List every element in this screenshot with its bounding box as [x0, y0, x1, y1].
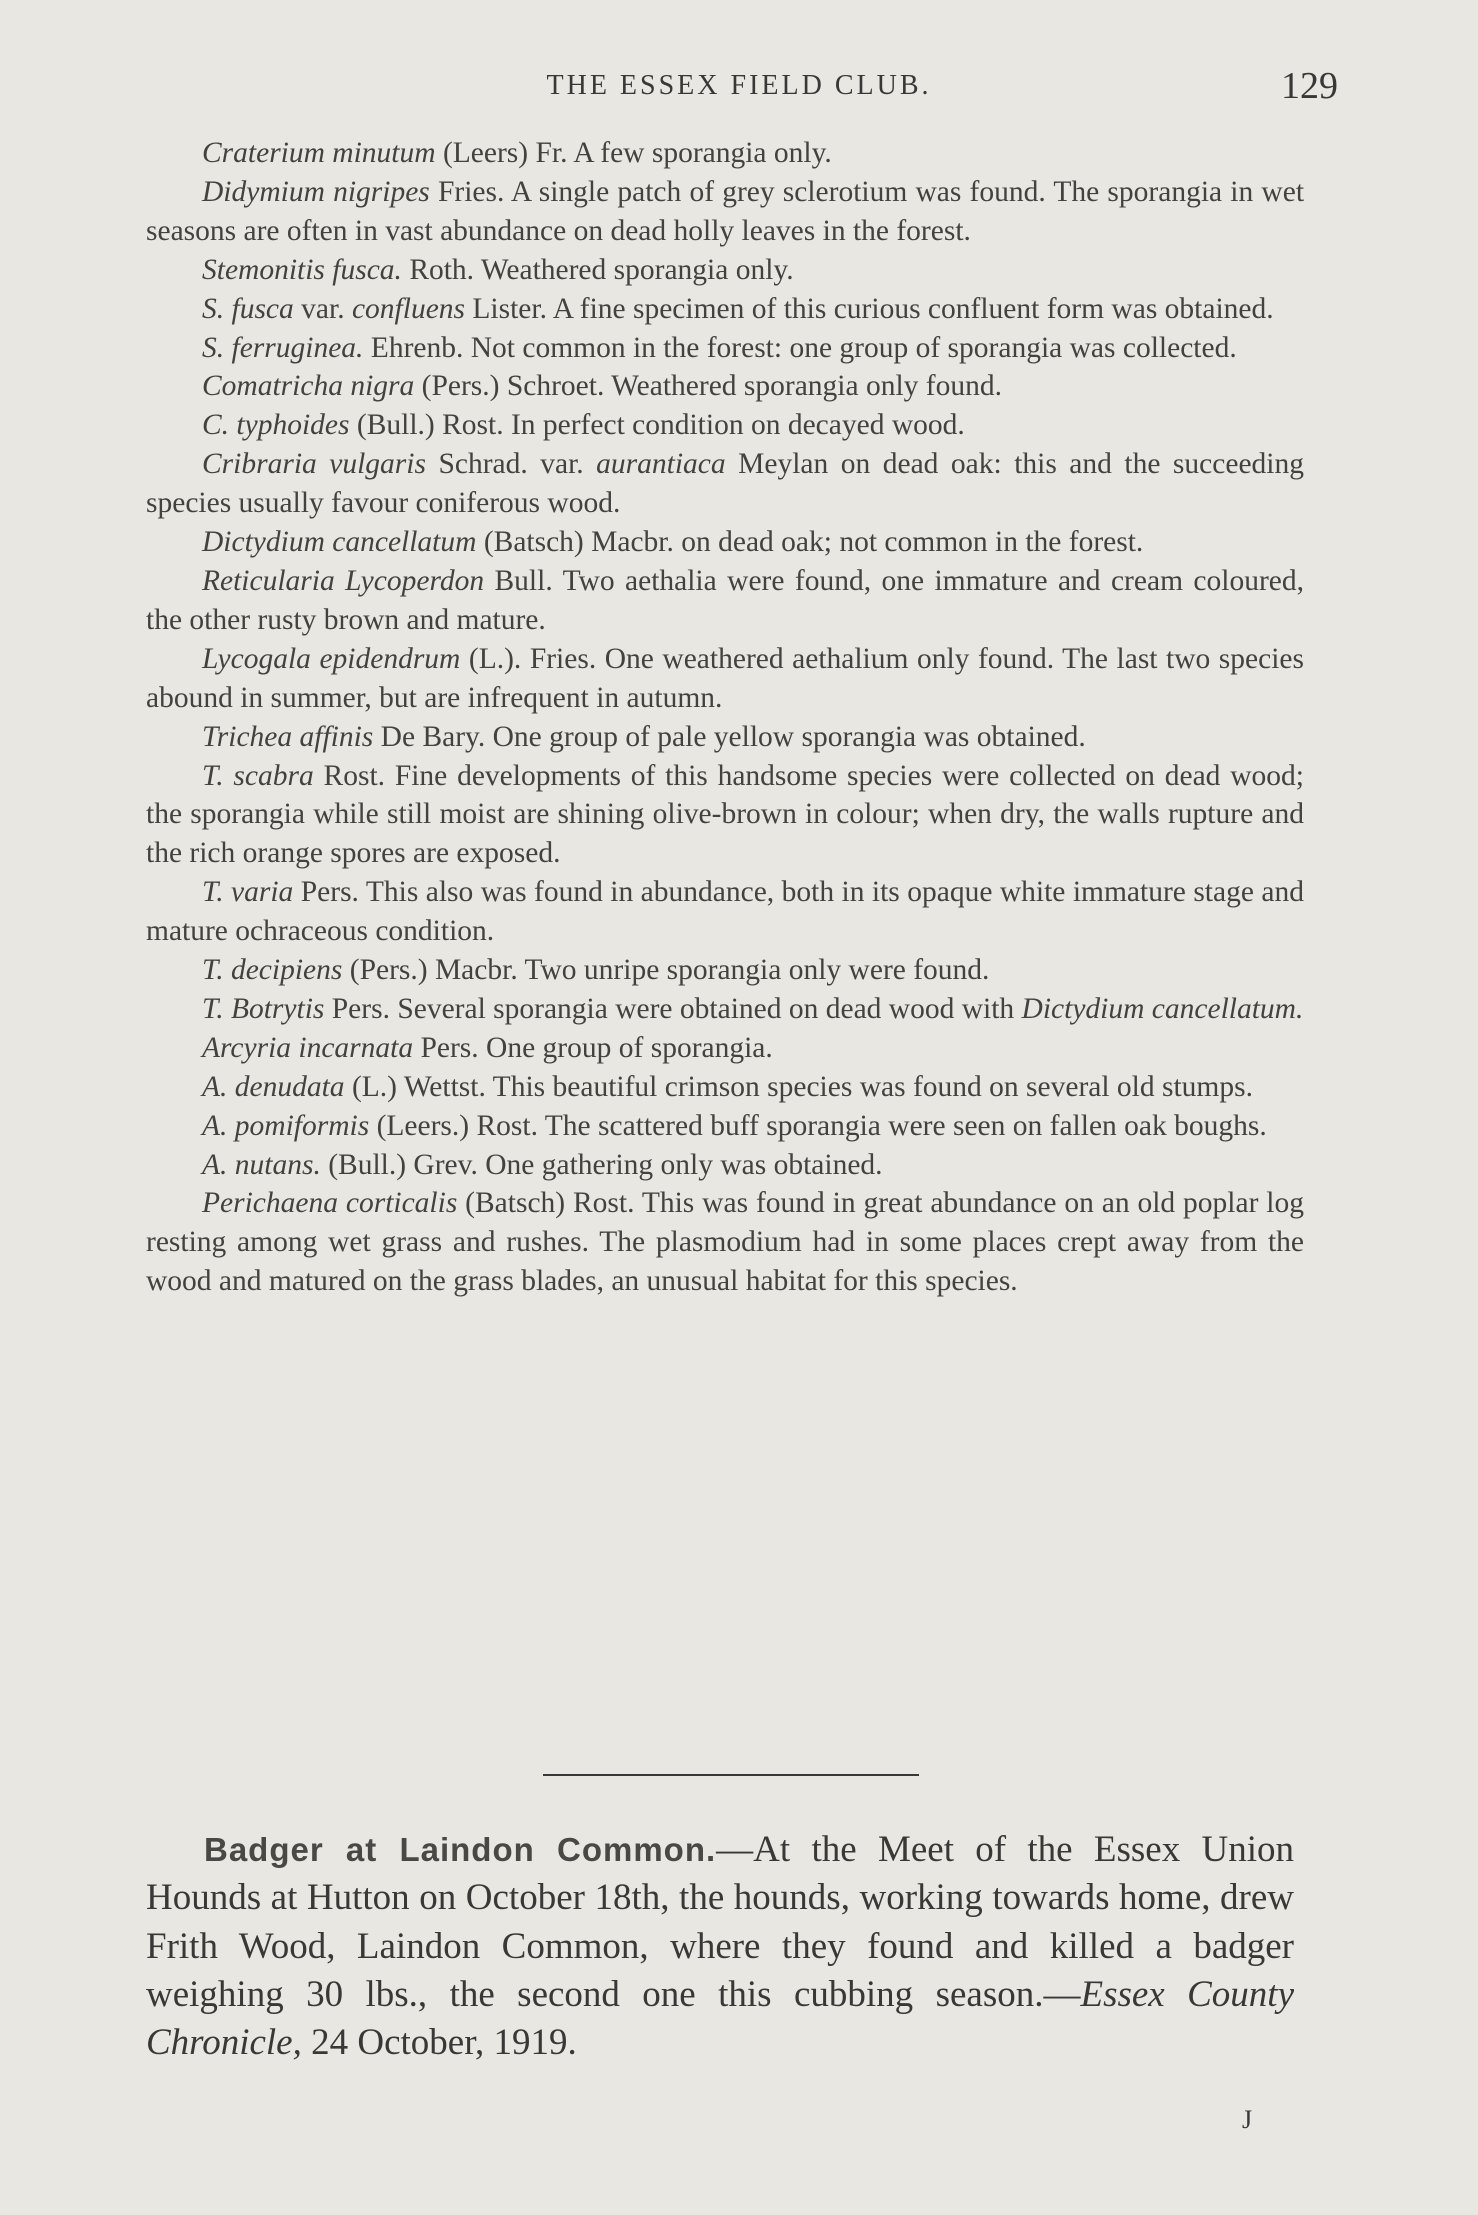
species-entry — [146, 1029, 1304, 1068]
species-name: Dictydium cancellatum — [202, 526, 477, 559]
species-description: (L.). Fries. One weathered aethalium only found. The last two species abound in summer, but are infrequent in autumn. — [146, 642, 1304, 714]
species-entry — [146, 290, 1304, 329]
species-description: var. — [293, 292, 352, 325]
species-entry — [146, 1068, 1304, 1107]
species-entry — [146, 445, 1304, 523]
note-heading: Badger at Laindon Common. — [204, 1831, 717, 1868]
note-source: Essex County Chronicle, — [146, 1973, 1295, 2064]
species-name: T. scabra — [202, 759, 314, 792]
species-name: Cribraria vulgaris — [202, 448, 426, 481]
species-name-secondary: aurantiaca — [596, 448, 726, 481]
species-description: Pers. This also was found in abundance, both in its opaque white immature stage and mature ochraceous condition. — [146, 876, 1304, 948]
species-name-secondary: Dictydium cancellatum. — [1021, 992, 1304, 1025]
signature-mark: J — [1242, 2105, 1253, 2134]
species-description: Bull. Two aethalia were found, one immature and cream coloured, the other rusty brown and mature. — [146, 564, 1305, 636]
species-description: Pers. Several sporangia were obtained on dead wood with — [324, 992, 1022, 1025]
species-description: De Bary. One group of pale yellow sporangia was obtained. — [373, 720, 1086, 753]
species-name: Perichaena corticalis — [202, 1187, 458, 1220]
species-description: Pers. One group of sporangia. — [413, 1031, 773, 1064]
species-description: Rost. Fine developments of this handsome species were collected on dead wood; the sporangia while still moist are shining olive-brown in colour; when dry, the walls rupture and the rich orange spores are exposed. — [146, 759, 1304, 870]
running-title: THE ESSEX FIELD CLUB. — [546, 70, 932, 101]
species-name: T. Botrytis — [202, 992, 325, 1025]
species-entry — [146, 718, 1304, 757]
badger-note-paragraph — [146, 1826, 1294, 2067]
species-name: Craterium minutum — [202, 137, 436, 169]
species-description: (Pers.) Schroet. Weathered sporangia only found. — [414, 370, 1002, 403]
species-name: T. varia — [202, 876, 294, 909]
species-name: Stemonitis fusca. — [202, 253, 402, 286]
species-entry — [146, 134, 1304, 173]
species-name: S. fusca — [202, 292, 294, 325]
species-description: (Batsch) Macbr. on dead oak; not common in the forest. — [476, 526, 1144, 559]
species-entry — [146, 1107, 1304, 1146]
species-name: A. nutans. — [202, 1148, 321, 1181]
species-name: Comatricha nigra — [202, 370, 415, 403]
species-description: Ehrenb. Not common in the forest: one group of sporangia was collected. — [363, 331, 1237, 364]
species-entry — [146, 173, 1304, 251]
species-name: T. decipiens — [202, 954, 343, 987]
note-text: —At the Meet of the Essex Union Hounds at Hutton on October 18th, the hounds, working towards home, drew Frith Wood, Laindon Common, where they found and killed a badger weighing 30 lbs., the second one this cubbing season.— — [146, 1829, 1294, 2015]
species-name: S. ferruginea. — [202, 331, 364, 364]
species-name: Trichea affinis — [202, 720, 374, 753]
species-entry — [146, 873, 1304, 951]
species-description: Schrad. var. — [425, 448, 597, 481]
species-name: A. denudata — [202, 1070, 345, 1103]
species-entry — [146, 329, 1304, 368]
species-description: (Leers) Fr. A few sporangia only. — [435, 137, 832, 169]
page-header — [0, 65, 1478, 130]
species-entry — [146, 367, 1304, 406]
species-description: (L.) Wettst. This beautiful crimson species was found on several old stumps. — [344, 1070, 1253, 1103]
species-entry — [146, 562, 1304, 640]
species-name: Arcyria incarnata — [202, 1031, 414, 1064]
species-description: (Bull.) Grev. One gathering only was obtained. — [320, 1148, 883, 1181]
species-description-continued: Lister. A fine specimen of this curious confluent form was obtained. — [465, 292, 1274, 325]
species-name: Didymium nigripes — [202, 175, 430, 208]
species-description: (Bull.) Rost. In perfect condition on decayed wood. — [349, 409, 965, 442]
species-name-secondary: confluens — [351, 292, 466, 325]
species-name: A. pomiformis — [202, 1109, 370, 1142]
species-entry — [146, 640, 1304, 718]
species-list — [146, 134, 1304, 1301]
badger-note — [146, 1826, 1294, 2067]
species-entry — [146, 990, 1304, 1029]
page-number: 129 — [1281, 65, 1338, 107]
species-description-continued: Meylan on dead oak: this and the succeeding species usually favour coniferous wood. — [146, 448, 1304, 520]
species-entry — [146, 1184, 1304, 1301]
species-description: (Pers.) Macbr. Two unripe sporangia only were found. — [342, 954, 990, 987]
species-entry — [146, 251, 1304, 290]
species-description: (Batsch) Rost. This was found in great abundance on an old poplar log resting among wet grass and rushes. The plasmodium had in some places crept away from the wood and matured on the grass blades, an unusual habitat for this species. — [146, 1187, 1304, 1298]
species-description: Fries. A single patch of grey sclerotium was found. The sporangia in wet seasons are often in vast abundance on dead holly leaves in the forest. — [146, 175, 1305, 247]
species-entry — [146, 1146, 1304, 1185]
species-description: (Leers.) Rost. The scattered buff sporangia were seen on fallen oak boughs. — [369, 1109, 1267, 1142]
species-entry — [146, 757, 1304, 874]
species-entry — [146, 951, 1304, 990]
species-entry — [146, 406, 1304, 445]
species-name: Lycogala epidendrum — [202, 642, 461, 675]
section-divider — [543, 1774, 919, 1776]
species-name: C. typhoides — [202, 409, 350, 442]
species-description: Roth. Weathered sporangia only. — [401, 253, 794, 286]
species-entry — [146, 523, 1304, 562]
note-date: 24 October, 1919. — [301, 2022, 577, 2064]
species-name: Reticularia Lycoperdon — [202, 564, 485, 597]
